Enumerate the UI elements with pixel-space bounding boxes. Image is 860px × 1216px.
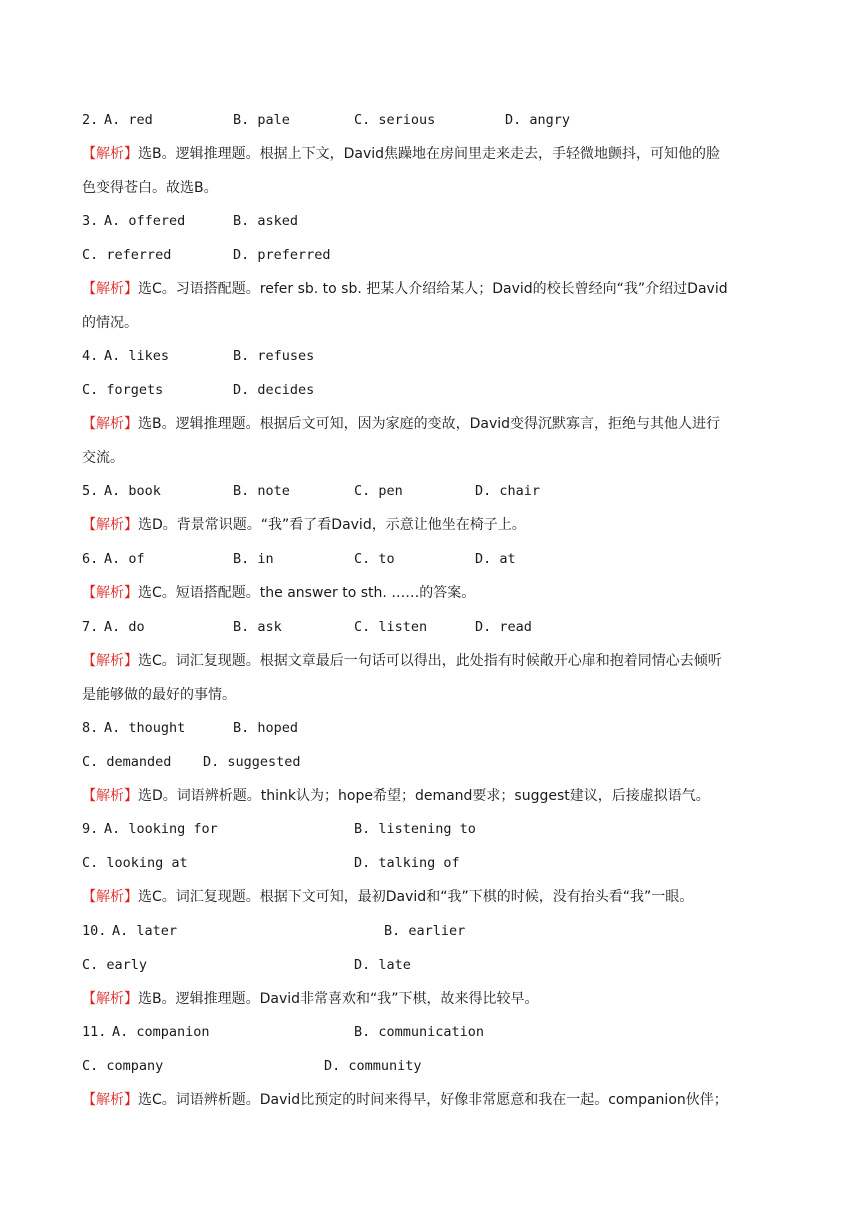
analysis-tag: 【解析】: [82, 1092, 138, 1108]
option-a: A. likes: [104, 348, 170, 364]
explanation-line: 是能够做的最好的事情。: [82, 687, 236, 703]
option-b: B. in: [233, 551, 274, 567]
question-number: 2.: [82, 112, 99, 128]
analysis-tag: 【解析】: [82, 991, 138, 1007]
explanation-line: 【解析】选C。习语搭配题。refer sb. to sb. 把某人介绍给某人；David的校长曾经向“我”介绍过David: [82, 281, 728, 297]
option-b: B. listening to: [354, 821, 476, 837]
option-d: D. community: [324, 1058, 422, 1074]
option-c: C. early: [82, 957, 148, 973]
option-a: A. of: [104, 551, 145, 567]
option-b: B. refuses: [233, 348, 315, 364]
analysis-tag: 【解析】: [82, 146, 138, 162]
analysis-tag: 【解析】: [82, 585, 138, 601]
option-d: D. at: [475, 551, 516, 567]
option-a: A. offered: [104, 213, 186, 229]
explanation-line: 交流。: [82, 450, 124, 466]
option-c: C. referred: [82, 247, 172, 263]
question-number: 8.: [82, 720, 99, 736]
option-a: A. do: [104, 619, 145, 635]
question-number: 11.: [82, 1024, 107, 1040]
option-a: A. companion: [112, 1024, 210, 1040]
explanation-line: 【解析】选C。短语搭配题。the answer to sth. ……的答案。: [82, 585, 476, 601]
option-d: D. talking of: [354, 855, 460, 871]
question-number: 7.: [82, 619, 99, 635]
option-a: A. later: [112, 923, 178, 939]
question-number: 9.: [82, 821, 99, 837]
question-number: 5.: [82, 483, 99, 499]
option-b: B. ask: [233, 619, 282, 635]
option-d: D. preferred: [233, 247, 331, 263]
question-number: 3.: [82, 213, 99, 229]
option-a: A. red: [104, 112, 153, 128]
analysis-tag: 【解析】: [82, 281, 138, 297]
question-number: 10.: [82, 923, 107, 939]
option-d: D. angry: [505, 112, 571, 128]
explanation-line: 【解析】选C。词汇复现题。根据文章最后一句话可以得出，此处指有时候敞开心扉和抱着同情心去倾听: [82, 653, 722, 669]
option-c: C. looking at: [82, 855, 188, 871]
option-a: A. book: [104, 483, 161, 499]
option-b: B. hoped: [233, 720, 299, 736]
option-c: C. demanded: [82, 754, 172, 770]
option-d: D. late: [354, 957, 411, 973]
explanation-line: 【解析】选D。背景常识题。“我”看了看David，示意让他坐在椅子上。: [82, 517, 526, 533]
option-c: C. forgets: [82, 382, 164, 398]
option-d: D. read: [475, 619, 532, 635]
explanation-line: 【解析】选C。词汇复现题。根据下文可知，最初David和“我”下棋的时候，没有抬头看“我”一眼。: [82, 889, 694, 905]
explanation-line: 的情况。: [82, 315, 138, 331]
explanation-line: 【解析】选C。词语辨析题。David比预定的时间来得早，好像非常愿意和我在一起。companion伙伴；: [82, 1092, 728, 1108]
option-b: B. asked: [233, 213, 299, 229]
option-b: B. note: [233, 483, 290, 499]
option-d: D. suggested: [203, 754, 301, 770]
analysis-tag: 【解析】: [82, 416, 138, 432]
explanation-line: 【解析】选D。词语辨析题。think认为；hope希望；demand要求；suggest建议，后接虚拟语气。: [82, 788, 710, 804]
explanation-line: 【解析】选B。逻辑推理题。根据上下文，David焦躁地在房间里走来走去，手轻微地颤抖，可知他的脸: [82, 146, 721, 162]
option-c: C. listen: [354, 619, 428, 635]
question-number: 6.: [82, 551, 99, 567]
option-b: B. pale: [233, 112, 290, 128]
explanation-line: 【解析】选B。逻辑推理题。David非常喜欢和“我”下棋，故来得比较早。: [82, 991, 539, 1007]
option-c: C. pen: [354, 483, 403, 499]
analysis-tag: 【解析】: [82, 653, 138, 669]
question-number: 4.: [82, 348, 99, 364]
option-b: B. earlier: [384, 923, 466, 939]
analysis-tag: 【解析】: [82, 788, 138, 804]
explanation-line: 【解析】选B。逻辑推理题。根据后文可知，因为家庭的变故，David变得沉默寡言，拒绝与其他人进行: [82, 416, 721, 432]
option-c: C. to: [354, 551, 395, 567]
explanation-line: 色变得苍白。故选B。: [82, 180, 218, 196]
option-d: D. chair: [475, 483, 541, 499]
option-c: C. serious: [354, 112, 436, 128]
analysis-tag: 【解析】: [82, 517, 138, 533]
option-a: A. thought: [104, 720, 186, 736]
option-b: B. communication: [354, 1024, 485, 1040]
option-a: A. looking for: [104, 821, 218, 837]
option-c: C. company: [82, 1058, 164, 1074]
option-d: D. decides: [233, 382, 315, 398]
analysis-tag: 【解析】: [82, 889, 138, 905]
